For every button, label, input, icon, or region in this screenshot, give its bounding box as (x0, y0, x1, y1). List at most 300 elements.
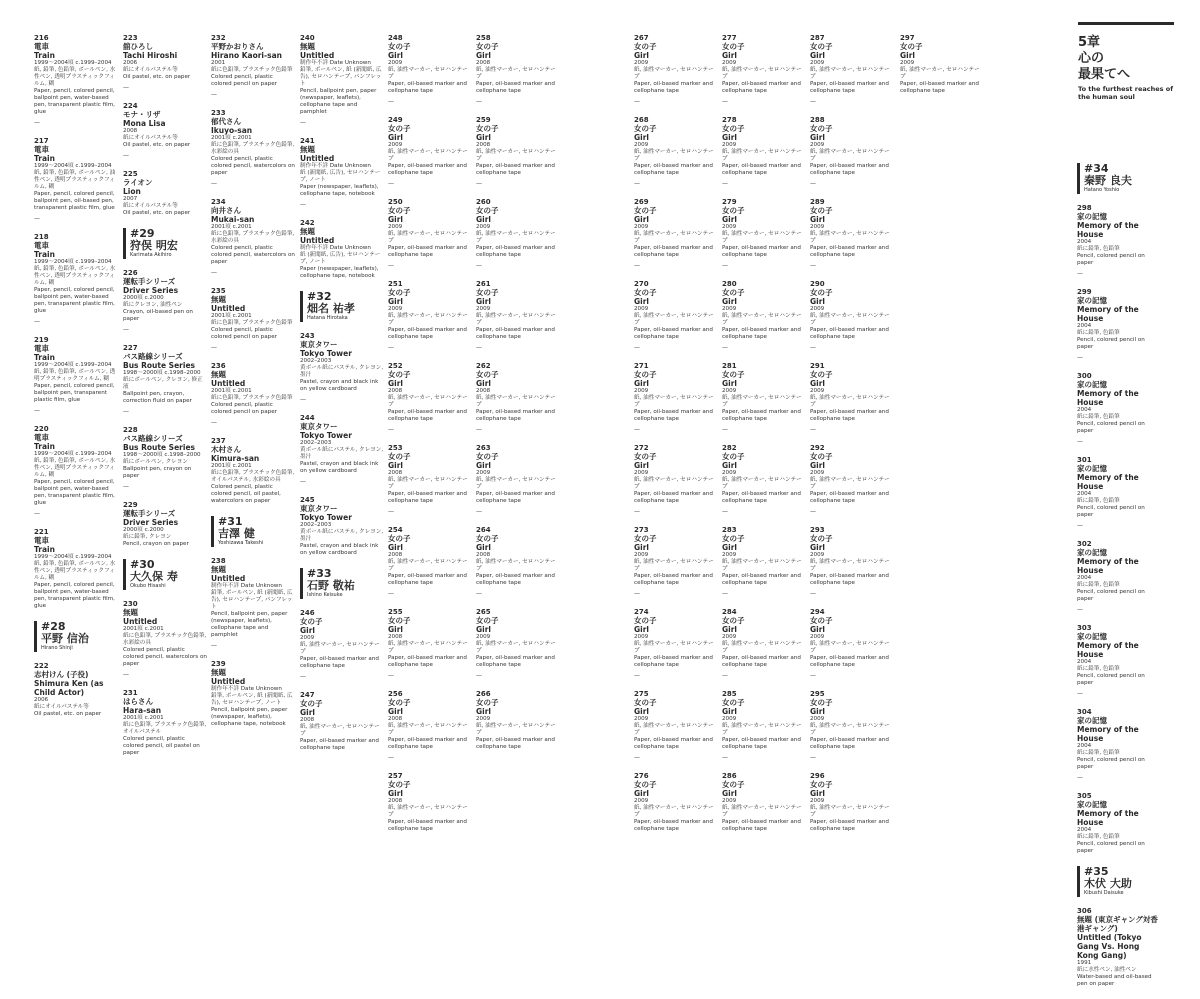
title-jp: 女の子 (810, 370, 833, 379)
catalog-entry (211, 287, 295, 351)
catalog-entry (300, 219, 384, 280)
medium-en: Paper, pencil, colored pencil, ballpoint pen, water-based pen, transparent plastic film, glue (34, 88, 115, 115)
title-en: Girl (388, 51, 403, 60)
medium-jp: 紙, 油性マーカー, セロハンテープ (388, 477, 468, 490)
entry-year: 2009 (300, 635, 315, 641)
medium-en: Paper, oil-based marker and cellophane tape (476, 655, 555, 668)
medium-en: Paper, oil-based marker and cellophane tape (476, 573, 555, 586)
entry-separator: — (634, 672, 640, 679)
title-jp: 女の子 (810, 288, 833, 297)
entry-number: 286 (722, 772, 737, 780)
catalog-column (634, 34, 718, 844)
catalog-entry (211, 437, 295, 505)
entry-separator: — (634, 426, 640, 433)
title-jp: 女の子 (388, 206, 411, 215)
entry-year: 2007 (123, 196, 138, 202)
entry-number: 243 (300, 332, 315, 340)
entry-number: 283 (722, 526, 737, 534)
catalog-column (722, 34, 806, 844)
catalog-entry (634, 690, 718, 761)
title-jp: 女の子 (634, 698, 657, 707)
medium-jp: 紙, 油性マーカー, セロハンテープ (722, 723, 802, 736)
title-jp: 電車 (34, 145, 49, 154)
catalog-column (34, 34, 118, 729)
title-en: Train (34, 51, 55, 60)
medium-en: Paper, oil-based marker and cellophane tape (810, 409, 889, 422)
entry-separator: — (123, 408, 129, 415)
title-jp: 無題 (300, 42, 315, 51)
entry-number: 272 (634, 444, 649, 452)
entry-separator: — (476, 262, 482, 269)
medium-en: Paper, oil-based marker and cellophane tape (634, 81, 713, 94)
medium-jp: 紙に色鉛筆, プラスチック色鉛筆, オイルパステル, 水彩絵の具 (211, 470, 295, 483)
medium-en: Paper, oil-based marker and cellophane tape (634, 245, 713, 258)
artist-number: #33 (307, 567, 332, 580)
title-jp: 無題 (211, 565, 226, 574)
entry-number: 229 (123, 501, 138, 509)
catalog-entry (634, 608, 718, 679)
entry-separator: — (1077, 270, 1083, 277)
entry-year: 2009 (722, 634, 737, 640)
title-en: Train (34, 545, 55, 554)
title-en: Hara-san (123, 706, 162, 715)
entry-separator: — (810, 508, 816, 515)
medium-jp: 紙, 油性マーカー, セロハンテープ (634, 231, 714, 244)
catalog-entry (722, 444, 806, 515)
medium-en: Paper, oil-based marker and cellophane tape (388, 245, 467, 258)
catalog-entry (123, 102, 207, 159)
title-en: Girl (388, 461, 403, 470)
catalog-entry (123, 501, 207, 548)
entry-number: 261 (476, 280, 491, 288)
title-en: Train (34, 442, 55, 451)
catalog-entry (810, 34, 894, 105)
medium-en: Paper, oil-based marker and cellophane tape (476, 327, 555, 340)
entry-number: 257 (388, 772, 403, 780)
medium-jp: 紙, 油性マーカー, セロハンテープ (634, 641, 714, 654)
entry-number: 230 (123, 600, 138, 608)
title-jp: 郁代さん (211, 117, 241, 126)
title-en: Girl (476, 625, 491, 634)
entry-number: 247 (300, 691, 315, 699)
entry-year: 制作年不詳 Date Unknown (300, 245, 371, 251)
title-jp: 家の記憶 (1077, 380, 1107, 389)
chapter-heading (1078, 22, 1178, 101)
catalog-entry (722, 690, 806, 761)
medium-en: Paper, oil-based marker and cellophane tape (476, 163, 555, 176)
title-en: Girl (810, 51, 825, 60)
entry-year: 2009 (722, 716, 737, 722)
title-en: Girl (476, 297, 491, 306)
entry-separator: — (388, 180, 394, 187)
entry-year: 2001頃 c.2001 (211, 463, 252, 469)
entry-year: 2006 (123, 60, 138, 66)
entry-number: 221 (34, 528, 49, 536)
title-jp: 家の記憶 (1077, 548, 1107, 557)
title-en: Girl (722, 51, 737, 60)
title-jp: 女の子 (722, 616, 745, 625)
catalog-entry (123, 344, 207, 415)
medium-en: Paper (newspaper, leaflets), cellophane tape, notebook (300, 184, 379, 197)
title-en: Untitled (300, 51, 335, 60)
medium-en: Pencil, colored pencil on paper (1077, 589, 1145, 602)
entry-year: 2009 (722, 142, 737, 148)
title-en: Driver Series (123, 518, 179, 527)
medium-en: Paper, oil-based marker and cellophane tape (722, 245, 801, 258)
entry-separator: — (722, 508, 728, 515)
medium-jp: 紙に鉛筆, 色鉛筆 (1077, 750, 1120, 756)
entry-year: 1999〜2004頃 c.1999–2004 (34, 451, 112, 457)
medium-jp: 紙, 油性マーカー, セロハンテープ (810, 805, 890, 818)
title-jp: 家の記憶 (1077, 800, 1107, 809)
title-jp: 無題 (211, 668, 226, 677)
entry-number: 270 (634, 280, 649, 288)
artist-header (34, 621, 118, 652)
entry-number: 290 (810, 280, 825, 288)
entry-separator: — (1077, 774, 1083, 781)
medium-en: Colored pencil, plastic colored pencil on paper (211, 74, 277, 87)
entry-year: 2001頃 c.2001 (123, 715, 164, 721)
title-jp: 女の子 (900, 42, 923, 51)
catalog-entry (1077, 456, 1161, 529)
medium-jp: 紙, 鉛筆, 色鉛筆, ボールペン, 水性ペン, 透明プラスティックフィルム, 糊 (34, 561, 116, 581)
title-en: Memory of the House (1077, 809, 1139, 827)
medium-en: Colored pencil, plastic colored pencil on paper (211, 402, 277, 415)
chapter-number: 5章 (1078, 35, 1101, 50)
title-jp: 家の記憶 (1077, 716, 1107, 725)
catalog-entry (476, 198, 560, 269)
title-en: Girl (634, 133, 649, 142)
title-jp: 女の子 (476, 616, 499, 625)
title-en: Girl (476, 133, 491, 142)
title-jp: 女の子 (634, 124, 657, 133)
entry-separator: — (123, 483, 129, 490)
medium-en: Paper, oil-based marker and cellophane tape (388, 819, 467, 832)
title-en: Girl (388, 297, 403, 306)
entry-number: 235 (211, 287, 226, 295)
catalog-entry (634, 34, 718, 105)
title-en: Girl (634, 297, 649, 306)
medium-jp: 紙, 油性マーカー, セロハンテープ (476, 641, 556, 654)
title-en: Lion (123, 187, 141, 196)
catalog-entry (123, 689, 207, 757)
medium-jp: 紙にオイルパステル等 (34, 704, 89, 710)
artist-number: #31 (218, 515, 243, 528)
medium-en: Pencil, colored pencil on paper (1077, 841, 1145, 854)
entry-separator: — (211, 180, 217, 187)
title-jp: 女の子 (634, 534, 657, 543)
entry-number: 304 (1077, 708, 1092, 716)
catalog-entry (722, 526, 806, 597)
entry-year: 2009 (634, 552, 649, 558)
entry-year: 2009 (810, 142, 825, 148)
title-en: Ikuyo-san (211, 126, 253, 135)
catalog-entry (211, 109, 295, 187)
medium-jp: 紙, 油性マーカー, セロハンテープ (476, 723, 556, 736)
entry-separator: — (810, 180, 816, 187)
medium-jp: 紙に色鉛筆, プラスチック色鉛筆, 水彩絵の具 (211, 142, 295, 155)
medium-jp: 黄ボール紙にパステル, クレヨン, 墨汁 (300, 365, 384, 378)
title-en: Memory of the House (1077, 305, 1139, 323)
medium-jp: 紙, 油性マーカー, セロハンテープ (388, 313, 468, 326)
medium-en: Paper, oil-based marker and cellophane tape (722, 737, 801, 750)
medium-en: Paper, oil-based marker and cellophane tape (476, 737, 555, 750)
medium-jp: 紙, 油性マーカー, セロハンテープ (810, 231, 890, 244)
entry-number: 241 (300, 137, 315, 145)
title-en: Girl (634, 543, 649, 552)
catalog-entry (1077, 372, 1161, 445)
medium-en: Colored pencil, plastic colored pencil, oil pastel on paper (123, 736, 200, 756)
catalog-entry (1077, 792, 1161, 855)
catalog-entry (476, 526, 560, 597)
entry-year: 2009 (810, 388, 825, 394)
medium-en: Colored pencil, plastic colored pencil, watercolors on paper (211, 156, 295, 176)
medium-jp: 紙, 油性マーカー, セロハンテープ (476, 149, 556, 162)
medium-jp: 鉛筆, ボールペン, 紙 (新聞紙, 広告), セロハンテープ, パンフレット (211, 590, 293, 610)
medium-jp: 紙, 油性マーカー, セロハンテープ (900, 67, 980, 80)
medium-jp: 紙に色鉛筆, プラスチック色鉛筆, オイルパステル (123, 722, 207, 735)
catalog-column (300, 34, 384, 763)
medium-jp: 紙, 油性マーカー, セロハンテープ (476, 477, 556, 490)
medium-jp: 紙に色鉛筆, プラスチック色鉛筆, 水彩絵の具 (211, 231, 295, 244)
medium-jp: 紙に色鉛筆, プラスチック色鉛筆, 水彩絵の具 (123, 633, 207, 646)
title-jp: 女の子 (388, 698, 411, 707)
entry-separator: — (34, 407, 40, 414)
title-jp: はらさん (123, 697, 153, 706)
catalog-entry (476, 116, 560, 187)
medium-en: Pencil, colored pencil on paper (1077, 673, 1145, 686)
title-jp: バス路線シリーズ (123, 352, 183, 361)
entry-number: 223 (123, 34, 138, 42)
catalog-entry (388, 772, 472, 833)
entry-number: 255 (388, 608, 403, 616)
catalog-entry (810, 526, 894, 597)
entry-separator: — (300, 478, 306, 485)
entry-number: 269 (634, 198, 649, 206)
medium-en: Paper, oil-based marker and cellophane tape (634, 409, 713, 422)
title-jp: 女の子 (300, 617, 323, 626)
medium-en: Paper, oil-based marker and cellophane tape (388, 327, 467, 340)
entry-number: 293 (810, 526, 825, 534)
medium-jp: 紙, 油性マーカー, セロハンテープ (722, 149, 802, 162)
medium-en: Pastel, crayon and black ink on yellow cardboard (300, 543, 379, 556)
title-en: Girl (810, 543, 825, 552)
title-en: Girl (300, 626, 315, 635)
entry-number: 260 (476, 198, 491, 206)
title-jp: 平野かおりさん (211, 42, 264, 51)
artist-header (1077, 163, 1161, 194)
medium-jp: 紙, 油性マーカー, セロハンテープ (722, 641, 802, 654)
catalog-column (123, 34, 207, 768)
entry-separator: — (211, 642, 217, 649)
medium-jp: 紙に鉛筆, 色鉛筆 (1077, 666, 1120, 672)
title-jp: 無題 (300, 145, 315, 154)
title-jp: 女の子 (388, 124, 411, 133)
title-jp: 女の子 (722, 534, 745, 543)
title-en: Girl (476, 51, 491, 60)
title-en: Girl (634, 51, 649, 60)
entry-year: 1999〜2004頃 c.1999–2004 (34, 60, 112, 66)
medium-en: Oil pastel, etc. on paper (123, 142, 191, 148)
medium-en: Paper, oil-based marker and cellophane tape (634, 491, 713, 504)
catalog-entry (476, 608, 560, 679)
medium-en: Paper, oil-based marker and cellophane tape (388, 655, 467, 668)
catalog-entry (123, 600, 207, 678)
entry-separator: — (388, 344, 394, 351)
entry-number: 231 (123, 689, 138, 697)
entry-separator: — (211, 91, 217, 98)
medium-jp: 紙にクレヨン, 油性ペン (123, 302, 183, 308)
title-en: Girl (722, 379, 737, 388)
entry-number: 264 (476, 526, 491, 534)
title-en: Girl (722, 625, 737, 634)
title-jp: 向井さん (211, 206, 241, 215)
entry-year: 2004 (1077, 743, 1092, 749)
medium-en: Paper, oil-based marker and cellophane tape (388, 737, 467, 750)
title-jp: 女の子 (722, 780, 745, 789)
entry-year: 2004 (1077, 323, 1092, 329)
entry-year: 2009 (634, 388, 649, 394)
artist-name-en: Ishino Keisuke (307, 592, 343, 598)
entry-year: 2009 (722, 60, 737, 66)
catalog-entry (34, 137, 118, 222)
entry-separator: — (722, 262, 728, 269)
entry-year: 1998〜2000頃 c.1998–2000 (123, 370, 201, 376)
catalog-entry (1077, 540, 1161, 613)
entry-year: 2000頃 c.2000 (123, 295, 164, 301)
medium-jp: 紙, 鉛筆, 色鉛筆, ボールペン, 水性ペン, 透明プラスティックフィルム, 糊 (34, 458, 116, 478)
entry-number: 227 (123, 344, 138, 352)
entry-separator: — (476, 98, 482, 105)
title-en: Shimura Ken (as Child Actor) (34, 679, 104, 697)
title-en: Untitled (300, 154, 335, 163)
entry-number: 289 (810, 198, 825, 206)
medium-jp: 紙に色鉛筆, プラスチック色鉛筆 (211, 67, 293, 73)
artist-header (123, 228, 207, 259)
entry-number: 281 (722, 362, 737, 370)
artist-name-en: Hirano Shinji (41, 645, 73, 651)
medium-en: Paper, oil-based marker and cellophane tape (810, 573, 889, 586)
entry-number: 301 (1077, 456, 1092, 464)
medium-jp: 紙, 油性マーカー, セロハンテープ (722, 395, 802, 408)
entry-year: 2009 (634, 634, 649, 640)
entry-number: 273 (634, 526, 649, 534)
catalog-column (810, 34, 894, 844)
title-jp: 女の子 (634, 206, 657, 215)
medium-en: Paper, oil-based marker and cellophane tape (476, 245, 555, 258)
artist-name-jp: 秦野 良夫 (1084, 174, 1132, 187)
catalog-entry (722, 608, 806, 679)
medium-jp: 紙, 油性マーカー, セロハンテープ (388, 395, 468, 408)
title-en: Memory of the House (1077, 221, 1139, 239)
medium-jp: 紙に鉛筆, クレヨン (123, 534, 172, 540)
title-jp: 東京タワー (300, 340, 338, 349)
title-en: Girl (900, 51, 915, 60)
entry-number: 287 (810, 34, 825, 42)
catalog-entry (34, 34, 118, 126)
entry-year: 2009 (634, 716, 649, 722)
entry-separator: — (388, 98, 394, 105)
title-jp: 女の子 (388, 370, 411, 379)
entry-number: 253 (388, 444, 403, 452)
catalog-entry (123, 426, 207, 490)
entry-number: 276 (634, 772, 649, 780)
entry-number: 266 (476, 690, 491, 698)
catalog-entry (476, 362, 560, 433)
artist-name-en: Kibushi Daisuke (1084, 890, 1124, 896)
catalog-entry (300, 496, 384, 557)
title-jp: 女の子 (476, 452, 499, 461)
title-jp: ライオン (123, 178, 153, 187)
title-en: Train (34, 353, 55, 362)
entry-year: 2009 (722, 388, 737, 394)
catalog-entry (211, 198, 295, 276)
entry-number: 267 (634, 34, 649, 42)
entry-year: 2009 (810, 798, 825, 804)
entry-separator: — (722, 180, 728, 187)
medium-jp: 紙, 油性マーカー, セロハンテープ (634, 313, 714, 326)
entry-number: 296 (810, 772, 825, 780)
entry-number: 252 (388, 362, 403, 370)
catalog-entry (810, 280, 894, 351)
entry-separator: — (722, 426, 728, 433)
entry-year: 2009 (810, 552, 825, 558)
title-en: Girl (810, 461, 825, 470)
artist-header (1077, 866, 1161, 897)
title-jp: 電車 (34, 344, 49, 353)
entry-number: 303 (1077, 624, 1092, 632)
title-en: Girl (388, 379, 403, 388)
catalog-entry (300, 691, 384, 752)
chapter-rule (1078, 22, 1174, 25)
title-en: Girl (722, 543, 737, 552)
medium-en: Pencil, ballpoint pen, paper (newspaper, leaflets), cellophane tape, notebook (211, 707, 288, 727)
medium-en: Paper, pencil, colored pencil, ballpoint pen, water-based pen, transparent plastic film, glue (34, 479, 115, 506)
entry-year: 2008 (123, 128, 138, 134)
title-jp: 女の子 (810, 206, 833, 215)
title-jp: 電車 (34, 433, 49, 442)
catalog-entry (722, 362, 806, 433)
medium-en: Paper, oil-based marker and cellophane tape (810, 655, 889, 668)
entry-number: 274 (634, 608, 649, 616)
entry-separator: — (1077, 354, 1083, 361)
entry-number: 279 (722, 198, 737, 206)
medium-en: Paper, oil-based marker and cellophane tape (810, 163, 889, 176)
entry-separator: — (722, 98, 728, 105)
title-en: Girl (388, 707, 403, 716)
title-en: Memory of the House (1077, 641, 1139, 659)
catalog-column (1077, 157, 1161, 999)
entry-number: 250 (388, 198, 403, 206)
catalog-entry (388, 198, 472, 269)
entry-separator: — (211, 344, 217, 351)
medium-jp: 紙にオイルパステル等 (123, 203, 178, 209)
entry-separator: — (634, 508, 640, 515)
medium-jp: 紙 (新聞紙, 広告), セロハンテープ, ノート (300, 170, 381, 183)
medium-jp: 鉛筆, ボールペン, 紙 (新聞紙, 広告), セロハンテープ, ノート (211, 693, 293, 706)
title-en: Girl (810, 133, 825, 142)
title-jp: 女の子 (810, 698, 833, 707)
artist-header (123, 559, 207, 590)
title-en: Girl (388, 625, 403, 634)
entry-number: 298 (1077, 204, 1092, 212)
entry-year: 2008 (476, 142, 491, 148)
title-jp: 志村けん (子役) (34, 670, 89, 679)
entry-year: 2000頃 c.2000 (123, 527, 164, 533)
catalog-entry (810, 198, 894, 269)
medium-jp: 紙, 油性マーカー, セロハンテープ (634, 395, 714, 408)
medium-en: Water-based and oil-based pen on paper (1077, 974, 1152, 987)
